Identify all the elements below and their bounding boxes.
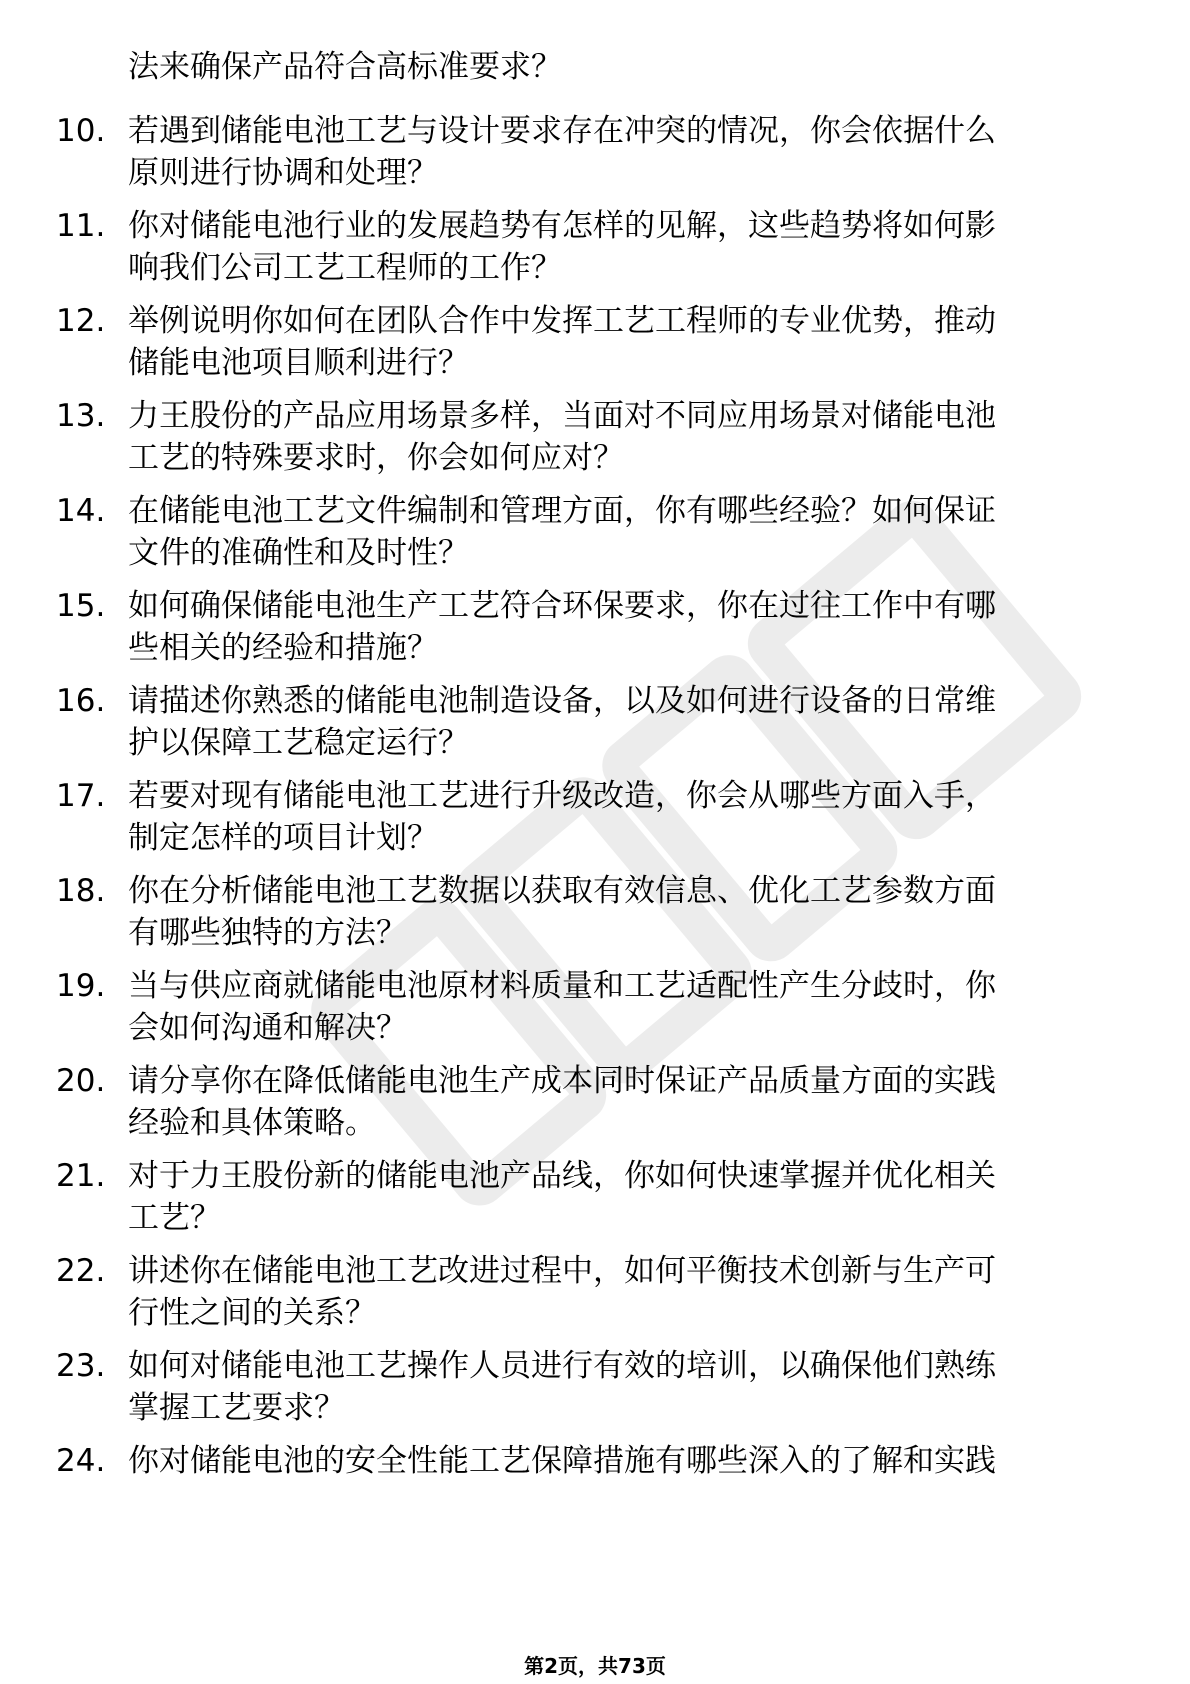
question-text-line: 你对储能电池的安全性能工艺保障措施有哪些深入的了解和实践 (128, 1443, 996, 1479)
question-text-line: 若遇到储能电池工艺与设计要求存在冲突的情况，你会依据什么 (128, 113, 996, 149)
question-text-line: 对于力王股份新的储能电池产品线，你如何快速掌握并优化相关 (128, 1158, 996, 1194)
question-number: 24. (56, 1443, 106, 1479)
question-text-line: 你在分析储能电池工艺数据以获取有效信息、优化工艺参数方面 (128, 873, 996, 909)
question-text-line: 在储能电池工艺文件编制和管理方面，你有哪些经验？如何保证 (128, 493, 996, 529)
question-text-line: 如何确保储能电池生产工艺符合环保要求，你在过往工作中有哪 (128, 588, 996, 624)
question-item (0, 1345, 1190, 1435)
question-item (0, 395, 1190, 485)
question-9-continuation: 法来确保产品符合高标准要求？ (128, 49, 562, 85)
question-number: 11. (56, 208, 106, 244)
question-number: 10. (56, 113, 106, 149)
question-item (0, 1440, 1190, 1530)
question-text-line: 行性之间的关系？ (128, 1295, 376, 1331)
question-number: 15. (56, 588, 106, 624)
question-text-line: 讲述你在储能电池工艺改进过程中，如何平衡技术创新与生产可 (128, 1253, 996, 1289)
question-text-line: 原则进行协调和处理？ (128, 155, 438, 191)
question-number: 23. (56, 1348, 106, 1384)
question-number: 13. (56, 398, 106, 434)
question-text-line: 力王股份的产品应用场景多样，当面对不同应用场景对储能电池 (128, 398, 996, 434)
question-text-line: 经验和具体策略。 (128, 1105, 376, 1141)
question-item (0, 585, 1190, 675)
question-text-line: 工艺的特殊要求时，你会如何应对？ (128, 440, 624, 476)
question-number: 21. (56, 1158, 106, 1194)
question-number: 14. (56, 493, 106, 529)
page-indicator: 第2页，共73页 (524, 1654, 666, 1678)
question-item (0, 205, 1190, 295)
question-text-line: 有哪些独特的方法？ (128, 915, 407, 951)
question-item (0, 965, 1190, 1055)
question-text-line: 当与供应商就储能电池原材料质量和工艺适配性产生分歧时，你 (128, 968, 996, 1004)
question-text-line: 护以保障工艺稳定运行？ (128, 725, 469, 761)
question-text-line: 会如何沟通和解决？ (128, 1010, 407, 1046)
question-text-line: 举例说明你如何在团队合作中发挥工艺工程师的专业优势，推动 (128, 303, 996, 339)
question-text-line: 些相关的经验和措施？ (128, 630, 438, 666)
question-item (0, 300, 1190, 390)
question-item (0, 680, 1190, 770)
question-number: 12. (56, 303, 106, 339)
question-text-line: 文件的准确性和及时性？ (128, 535, 469, 571)
question-text-line: 制定怎样的项目计划？ (128, 820, 438, 856)
question-item (0, 1155, 1190, 1245)
question-number: 18. (56, 873, 106, 909)
question-text-line: 若要对现有储能电池工艺进行升级改造，你会从哪些方面入手， (128, 778, 996, 814)
question-number: 16. (56, 683, 106, 719)
question-item (0, 1060, 1190, 1150)
question-item (0, 1250, 1190, 1340)
question-number: 20. (56, 1063, 106, 1099)
question-item (0, 110, 1190, 200)
question-number: 22. (56, 1253, 106, 1289)
question-text-line: 请描述你熟悉的储能电池制造设备，以及如何进行设备的日常维 (128, 683, 996, 719)
question-item (0, 870, 1190, 960)
question-text-line: 掌握工艺要求？ (128, 1390, 345, 1426)
question-number: 19. (56, 968, 106, 1004)
question-text-line: 请分享你在降低储能电池生产成本同时保证产品质量方面的实践 (128, 1063, 996, 1099)
question-item (0, 775, 1190, 865)
question-item (0, 490, 1190, 580)
question-text-line: 响我们公司工艺工程师的工作？ (128, 250, 562, 286)
question-text-line: 你对储能电池行业的发展趋势有怎样的见解，这些趋势将如何影 (128, 208, 996, 244)
question-number: 17. (56, 778, 106, 814)
question-text-line: 储能电池项目顺利进行？ (128, 345, 469, 381)
question-text-line: 工艺？ (128, 1200, 221, 1236)
question-text-line: 如何对储能电池工艺操作人员进行有效的培训，以确保他们熟练 (128, 1348, 996, 1384)
